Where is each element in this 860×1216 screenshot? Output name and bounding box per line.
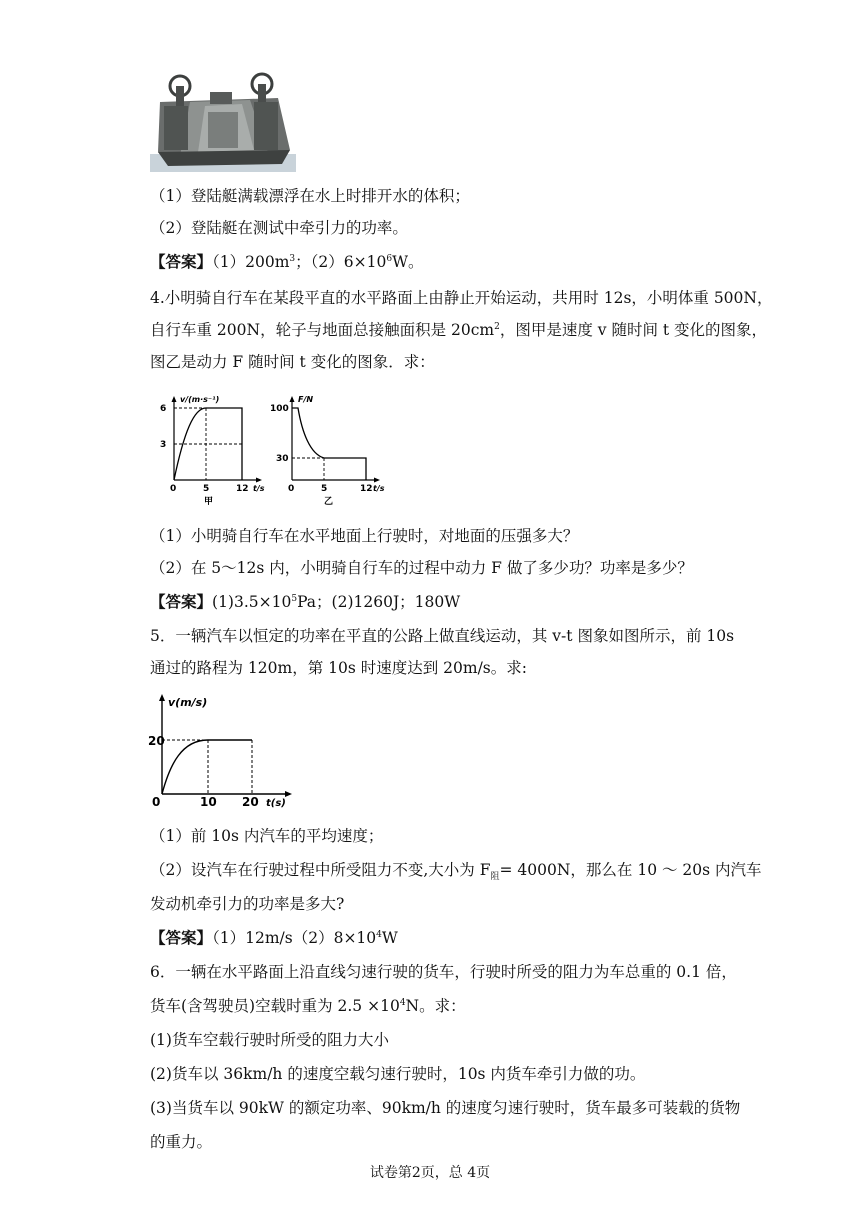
velocity-curve — [162, 740, 252, 794]
q5-line2: 通过的路程为 120m，第 10s 时速度达到 20m/s。求: — [150, 659, 527, 677]
text: （2）设汽车在行驶过程中所受阻力不变,大小为 F — [150, 861, 491, 879]
x-tick: 0 — [288, 484, 295, 494]
superscript: 4 — [399, 998, 406, 1008]
q4-sub1: （1）小明骑自行车在水平地面上行驶时，对地面的压强多大？ — [150, 527, 579, 545]
y-axis-label: v(m/s) — [168, 696, 208, 709]
answer-text: Pa；(2)1260J；180W — [297, 593, 461, 611]
q4-line2 — [150, 320, 767, 340]
superscript: 5 — [291, 594, 298, 604]
q5-sub2 — [150, 860, 762, 883]
answer-text: （1）12m/s（2）8×10 — [212, 929, 377, 947]
superscript: 6 — [386, 254, 393, 264]
q4-line3: 图乙是动力 F 随时间 t 变化的图象．求： — [150, 353, 435, 371]
q5-line1: 5．一辆汽车以恒定的功率在平直的公路上做直线运动，其 v-t 图象如图所示，前 10s — [150, 627, 735, 645]
q3-answer — [150, 252, 424, 272]
y-tick: 6 — [160, 404, 167, 414]
x-tick: 10 — [200, 795, 217, 809]
text: 货车(含驾驶员)空载时重为 2.5 ×10 — [150, 997, 400, 1015]
y-tick: 20 — [148, 734, 165, 748]
answer-label: 【答案】 — [150, 252, 213, 271]
q6-line1: 6．一辆在水平路面上沿直线匀速行驶的货车，行驶时所受的阻力为车总重的 0.1 倍， — [150, 963, 737, 981]
velocity-time-graph-a — [150, 392, 270, 508]
graph-caption: 甲 — [204, 497, 214, 507]
q5-sub2-line2: 发动机牵引力的功率是多大? — [150, 895, 345, 913]
x-tick: 12 — [236, 484, 249, 494]
y-axis-label: v/(m·s⁻¹) — [180, 395, 220, 404]
text: N。求： — [405, 997, 466, 1015]
answer-text: W — [381, 929, 398, 947]
x-tick: 12 — [360, 484, 373, 494]
x-tick: 5 — [203, 484, 210, 494]
q6-line2 — [150, 996, 466, 1016]
x-tick: 20 — [242, 795, 259, 809]
velocity-time-graph-q5 — [148, 690, 298, 812]
q6-sub3: (3)当货车以 90kW 的额定功率、90km/h 的速度匀速行驶时，货车最多可装载的货物 — [150, 1099, 741, 1117]
answer-text: （1）200m — [212, 253, 290, 271]
page-footer: 试卷第2页，总 4页 — [369, 1165, 491, 1181]
q5-answer — [150, 928, 398, 948]
x-tick: 0 — [170, 484, 177, 494]
superscript: 2 — [494, 322, 500, 332]
text: 自行车重 200N，轮子与地面总接触面积是 20cm — [150, 321, 495, 339]
text: = 4000N，那么在 10 ～ 20s 内汽车 — [499, 861, 762, 879]
x-axis-label: t(s) — [266, 798, 286, 809]
force-curve — [292, 408, 366, 480]
y-tick: 100 — [270, 404, 289, 414]
x-tick: 5 — [321, 484, 328, 494]
q4-line1: 4.小明骑自行车在某段平直的水平路面上由静止开始运动，共用时 12s，小明体重 500N， — [150, 289, 773, 307]
answer-text: ；（2）6×10 — [295, 253, 387, 271]
q3-sub1: （1）登陆艇满载漂浮在水上时排开水的体积； — [150, 187, 470, 205]
x-axis-label: t/s — [253, 484, 265, 493]
subscript: 阻 — [490, 872, 500, 883]
text: ，图甲是速度 v 随时间 t 变化的图象， — [499, 321, 768, 339]
q3-sub2: （2）登陆艇在测试中牵引力的功率。 — [150, 219, 408, 237]
hovercraft-photo — [150, 72, 296, 172]
force-time-graph-b — [268, 392, 388, 508]
q4-sub2: （2）在 5～12s 内，小明骑自行车的过程中动力 F 做了多少功？功率是多少？ — [150, 559, 693, 577]
answer-label: 【答案】 — [150, 592, 213, 611]
y-tick: 30 — [276, 454, 289, 464]
y-tick: 3 — [160, 440, 167, 450]
q4-answer — [150, 592, 460, 612]
answer-text: W。 — [392, 253, 424, 271]
q5-sub1: （1）前 10s 内汽车的平均速度； — [150, 827, 384, 845]
y-axis-label: F/N — [298, 395, 314, 404]
q6-sub3-line2: 的重力。 — [150, 1133, 213, 1151]
answer-label: 【答案】 — [150, 928, 213, 947]
x-axis-label: t/s — [373, 484, 385, 493]
superscript: 3 — [289, 254, 296, 264]
answer-text: (1)3.5×10 — [212, 593, 292, 611]
superscript: 4 — [376, 930, 382, 940]
q6-sub1: (1)货车空载行驶时所受的阻力大小 — [150, 1031, 389, 1049]
graph-caption: 乙 — [324, 497, 334, 507]
q6-sub2: (2)货车以 36km/h 的速度空载匀速行驶时，10s 内货车牵引力做的功。 — [150, 1065, 646, 1083]
x-tick: 0 — [152, 795, 161, 809]
